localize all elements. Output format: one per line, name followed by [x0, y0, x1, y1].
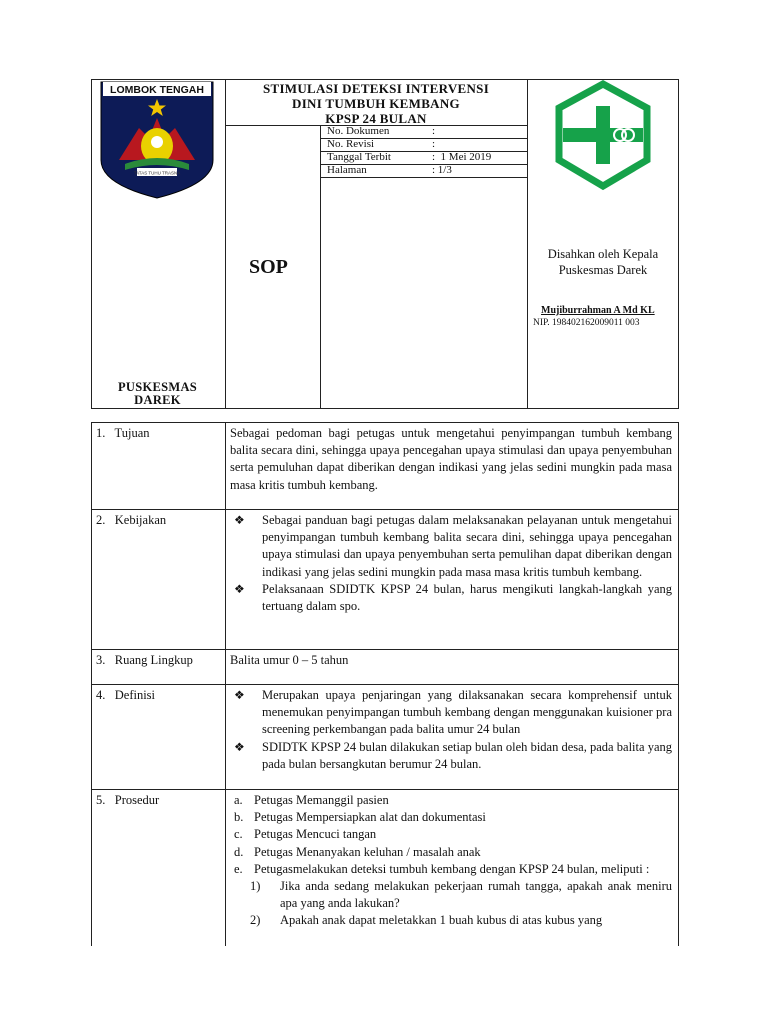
list-item — [230, 809, 672, 826]
diamond-bullet-icon: ❖ — [234, 581, 245, 596]
diamond-bullet-icon: ❖ — [234, 513, 245, 527]
diamond-bullet-icon: ❖ — [234, 739, 245, 754]
title-line-1: STIMULASI DETEKSI INTERVENSI — [262, 81, 490, 96]
prosedur-substeps — [230, 878, 672, 930]
list-item — [230, 844, 672, 861]
list-item-text: Merupakan upaya penjaringan yang dilaksanakan secara komprehensif untuk menemukan penyimpangan tumbuh kembang dengan menggunakan kuisioner pra screening perkembangan pada balita umur 24 bulan — [262, 688, 672, 737]
list-item-text: Sebagai panduan bagi petugas dalam melaksanakan pelayanan untuk mengetahui penyimpangan tumbuh kembang balita secara dini, sehingga upaya pencegahan upaya stimulasi dan upaya penyembuhan serta pemulihan dapat diberikan dengan indikasi yang jelas sedini mungkin pada masa masa kritis tumbuh kembang. — [262, 513, 672, 579]
list-item — [230, 912, 672, 929]
approval-text — [528, 246, 678, 278]
list-item — [230, 878, 672, 912]
step-marker: c. — [234, 827, 243, 842]
prosedur-content — [230, 792, 672, 930]
definisi-list — [230, 687, 672, 773]
header-divider — [225, 79, 226, 409]
step-text: Petugas Mencuci tangan — [254, 827, 377, 842]
substep-marker: 2) — [250, 913, 261, 928]
list-item — [230, 512, 672, 581]
meta-row — [327, 138, 374, 151]
sop-label: SOP — [249, 256, 288, 278]
meta-label: Tanggal Terbit — [327, 151, 391, 163]
meta-value: : — [432, 125, 436, 137]
meta-label: Halaman — [327, 164, 367, 176]
row-divider — [91, 509, 679, 510]
substep-marker: 1) — [250, 879, 261, 894]
ruang-lingkup-text: Balita umur 0 – 5 tahun — [230, 653, 349, 667]
step-text: Petugas Menanyakan keluhan / masalah anak — [254, 844, 481, 859]
list-item — [230, 826, 672, 843]
list-item-text: SDIDTK KPSP 24 bulan dilakukan setiap bulan oleh bidan desa, pada balita yang pada bulan bersangkutan berumur 24 bulan. — [262, 739, 672, 771]
section-label-definisi: 4. Definisi — [96, 688, 156, 702]
meta-row — [327, 164, 367, 177]
step-marker: e. — [234, 861, 243, 876]
meta-row — [327, 151, 391, 164]
section-label-ruang-lingkup: 3. Ruang Lingkup — [96, 653, 193, 667]
tujuan-text: Sebagai pedoman bagi petugas untuk mengetahui penyimpangan tumbuh kembang balita secara dini, sehingga upaya pencegahan upaya stimulasi dan upaya penyembuhan serta pemuluhan dapat diberikan dengan indikasi yang jelas sedini mungkin pada masa masa kritis tumbuh kembang. — [230, 426, 672, 492]
step-marker: b. — [234, 810, 244, 825]
approval-line-2: Puskesmas Darek — [558, 263, 648, 277]
facility-name: PUSKESMAS DAREK — [117, 380, 198, 407]
logo-region-text: LOMBOK TENGAH — [110, 84, 204, 96]
regional-logo — [99, 80, 215, 200]
puskesmas-logo — [547, 80, 659, 192]
signer-name: Mujiburrahman A Md KL — [541, 305, 655, 316]
step-marker: a. — [234, 793, 243, 807]
list-item — [230, 581, 672, 615]
step-text: Petugas Mempersiapkan alat dan dokumentasi — [254, 810, 486, 825]
list-item-text: Pelaksanaan SDIDTK KPSP 24 bulan, harus mengikuti langkah-langkah yang tertuang dalam spo. — [262, 581, 672, 614]
header-divider — [527, 79, 528, 409]
list-item — [230, 861, 672, 878]
logo-motto-text: TATAS TUHU TRASNA — [133, 170, 181, 176]
kebijakan-list — [230, 512, 672, 615]
title-line-2: DINI TUMBUH KEMBANG — [292, 96, 460, 111]
meta-divider — [320, 177, 527, 178]
row-divider — [91, 789, 679, 790]
document-title — [226, 81, 526, 126]
list-item — [230, 687, 672, 739]
meta-value: : 1 Mei 2019 — [432, 151, 492, 163]
approval-line-1: Disahkan oleh Kepala — [547, 247, 659, 261]
signer-nip: NIP. 198402162009011 003 — [533, 318, 640, 328]
meta-value: : 1/3 — [432, 164, 452, 176]
meta-value: : — [432, 138, 436, 150]
step-text: Petugas Memanggil pasien — [254, 793, 389, 807]
meta-label: No. Dokumen — [327, 125, 390, 137]
list-item — [230, 739, 672, 773]
title-line-3: KPSP 24 BULAN — [325, 111, 427, 126]
section-label-kebijakan: 2. Kebijakan — [96, 513, 167, 527]
row-divider — [91, 684, 679, 685]
step-text: Petugasmelakukan deteksi tumbuh kembang dengan KPSP 24 bulan, meliputi : — [254, 861, 650, 876]
row-divider — [91, 649, 679, 650]
section-label-tujuan: 1. Tujuan — [96, 426, 150, 440]
substep-text: Jika anda sedang melakukan pekerjaan rumah tangga, apakah anak meniru apa yang anda lakukan? — [280, 879, 672, 911]
meta-row — [327, 125, 389, 138]
substep-text: Apakah anak dapat meletakkan 1 buah kubus di atas kubus yang — [280, 913, 603, 928]
section-label-prosedur: 5. Prosedur — [96, 793, 160, 807]
list-item — [230, 792, 672, 809]
meta-label: No. Revisi — [327, 138, 375, 150]
step-marker: d. — [234, 844, 244, 859]
header-divider — [320, 125, 321, 409]
diamond-bullet-icon: ❖ — [234, 688, 245, 702]
prosedur-steps — [230, 792, 672, 878]
